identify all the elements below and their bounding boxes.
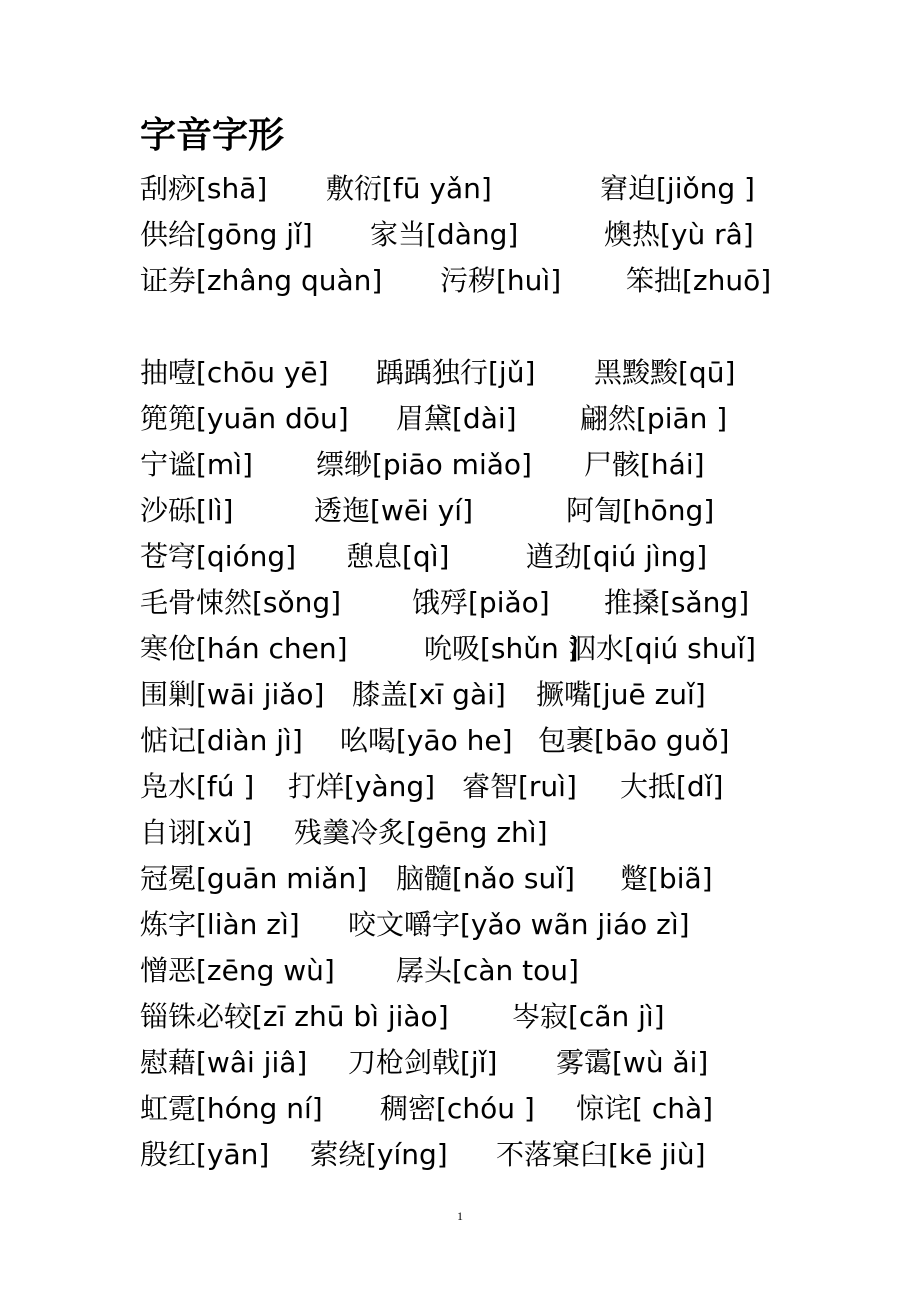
word-entry: 岑寂[cãn jì] [512,1000,665,1033]
word-entry: 膝盖[xī gài] [352,678,506,711]
word-entry: 尸骸[hái] [584,448,705,481]
word-entry: 大抵[dǐ] [620,770,724,803]
word-entry: 敷衍[fū yǎn] [326,172,492,205]
word-entry: 篼篼[yuān dōu] [140,402,349,435]
word-entry: 吮吸[shǔn ] [424,632,579,665]
word-entry: 黑黢黢[qū] [594,356,736,389]
word-entry: 自诩[xǔ] [140,816,253,849]
word-entry: 憎恶[zēng wù] [140,954,335,987]
word-entry: 残羹冷炙[gēng zhì] [294,816,548,849]
word-entry: 刮痧[shā] [140,172,268,205]
word-entry: 踽踽独行[jǔ] [376,356,536,389]
word-entry: 宁谧[mì] [140,448,253,481]
word-entry: 饿殍[piǎo] [412,586,550,619]
word-entry: 稠密[chóu ] [380,1092,535,1125]
word-entry: 证券[zhâng quàn] [140,264,383,297]
word-entry: 寒伧[hán chen] [140,632,348,665]
word-entry: 慰藉[wâi jiâ] [140,1046,308,1079]
word-entry: 孱头[càn tou] [396,954,579,987]
word-entry: 锱铢必较[zī zhū bì jiào] [140,1000,449,1033]
word-entry: 雾霭[wù ǎi] [556,1046,709,1079]
word-entry: 围剿[wāi jiǎo] [140,678,325,711]
word-entry: 冠冕[guān miǎn] [140,862,368,895]
word-entry: 抽噎[chōu yē] [140,356,329,389]
word-entry: 殷红[yān] [140,1138,270,1171]
word-entry: 惦记[diàn jì] [140,724,303,757]
word-entry: 萦绕[yíng] [310,1138,448,1171]
word-entry: 虹霓[hóng ní] [140,1092,323,1125]
word-entry: 供给[gōng jǐ] [140,218,313,251]
word-entry: 透迤[wēi yí] [314,494,474,527]
word-entry: 凫水[fú ] [140,770,255,803]
word-entry: 缥缈[piāo miǎo] [316,448,532,481]
word-entry: 翩然[piān ] [580,402,728,435]
word-entry: 睿智[ruì] [462,770,577,803]
word-entry: 眉黛[dài] [396,402,517,435]
page-title: 字音字形 [140,115,285,156]
word-entry: 笨拙[zhuō] [626,264,772,297]
word-entry: 沙砾[lì] [140,494,234,527]
word-entry: 憩息[qì] [346,540,450,573]
word-entry: 燠热[yù râ] [604,218,754,251]
word-entry: 炼字[liàn zì] [140,908,300,941]
word-entry: 脑髓[nǎo suǐ] [396,862,575,895]
page-number: 1 [457,1209,463,1223]
word-entry: 泅水[qiú shuǐ] [568,632,756,665]
word-entry: 撅嘴[juē zuǐ] [536,678,706,711]
word-entry: 包裹[bāo guǒ] [538,724,730,757]
word-entry: 不落窠臼[kē jiù] [496,1138,706,1171]
word-entry: 污秽[huì] [440,264,562,297]
word-entry: 蹩[biã] [620,862,713,895]
word-entry: 家当[dàng] [370,218,519,251]
word-entry: 吆喝[yāo he] [340,724,513,757]
word-entry: 阿訇[hōng] [566,494,715,527]
word-entry: 推搡[sǎng] [604,586,750,619]
word-entry: 刀枪剑戟[jǐ] [348,1046,498,1079]
word-entry: 毛骨悚然[sǒng] [140,586,342,619]
word-entry: 打烊[yàng] [288,770,436,803]
word-entry: 苍穹[qióng] [140,540,297,573]
word-entry: 窘迫[jiǒng ] [600,172,755,205]
word-entry: 咬文嚼字[yǎo wãn jiáo zì] [348,908,690,941]
word-entry: 遒劲[qiú jìng] [526,540,708,573]
word-entry: 惊诧[ chà] [576,1092,714,1125]
